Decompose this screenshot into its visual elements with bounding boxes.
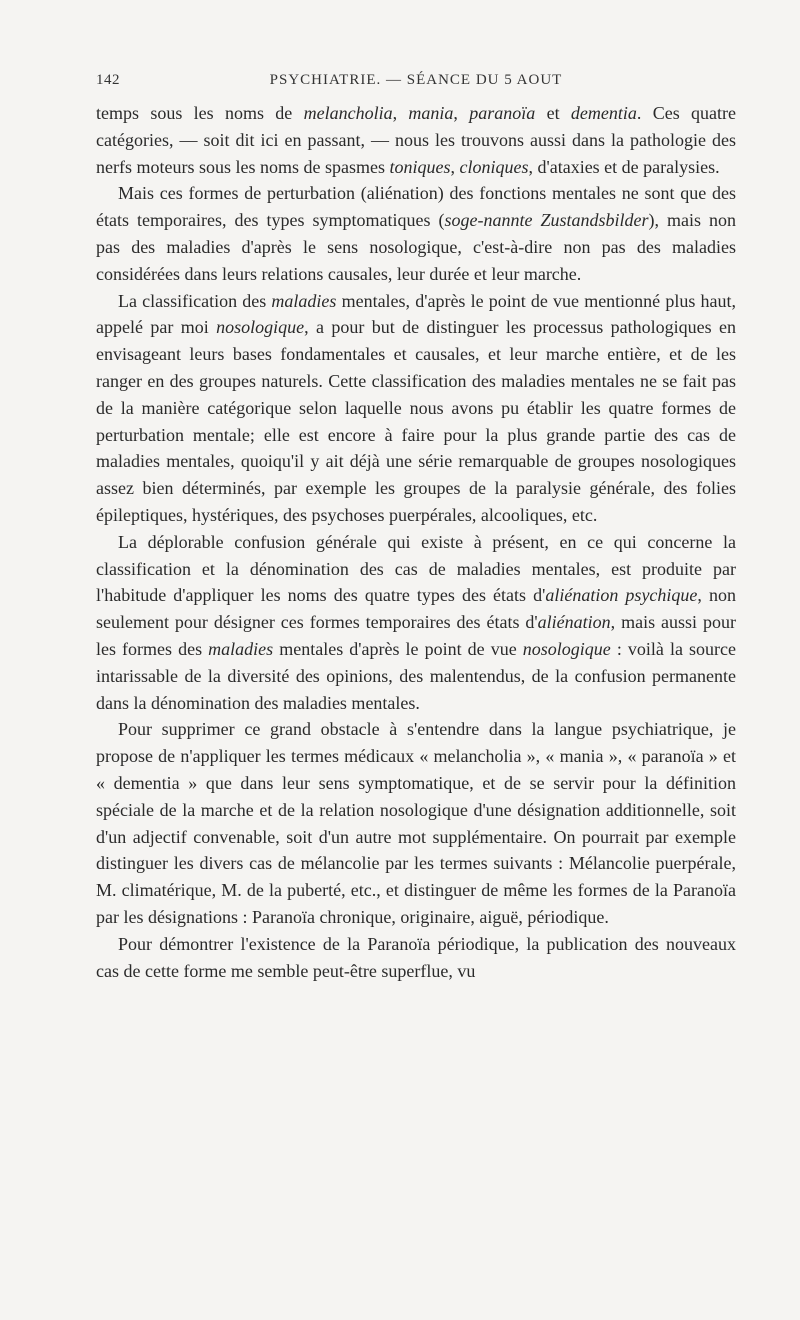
paragraph: [96, 180, 736, 287]
italic-text: mania: [408, 103, 454, 123]
page-number: 142: [96, 72, 120, 88]
paragraph: [96, 529, 736, 717]
running-head: [96, 72, 736, 96]
running-title: PSYCHIATRIE. — SÉANCE DU 5 AOUT: [269, 72, 563, 88]
text-run: , mais aussi pour les formes des: [96, 612, 736, 659]
italic-text: paranoïa: [469, 103, 536, 123]
text-run: et: [535, 103, 571, 123]
text-run: Mais ces formes de perturbation (aliénation) des fonctions mentales ne sont que des états temporaires, des types symptomatiques (: [96, 183, 736, 231]
text-run: ,: [453, 103, 470, 123]
italic-text: aliénation psychique: [545, 585, 698, 606]
italic-text: aliénation: [537, 612, 611, 633]
italic-text: melancholia: [303, 103, 393, 123]
italic-text: maladies: [271, 290, 337, 311]
paragraph: [96, 288, 736, 529]
text-run: mentales, d'après le point de vue mentionné plus haut, appelé par moi: [96, 290, 736, 338]
paragraph: [96, 100, 736, 180]
text-run: Pour démontrer l'existence de la Paranoïa périodique, la publication des nouveaux cas de cette forme me semble peut-être superflue, vu: [96, 933, 736, 981]
text-run: . Ces quatre catégories, — soit dit ici en passant, — nous les trouvons aussi dans la pathologie des nerfs moteurs sous les noms de spasmes: [96, 103, 737, 177]
italic-text: nosologique: [216, 317, 305, 338]
italic-text: toniques: [389, 156, 451, 177]
text-run: temps sous les noms de: [96, 103, 304, 123]
text-run: mentales d'après le point de vue: [273, 638, 523, 659]
text-run: , a pour but de distinguer les processus pathologiques en envisageant leurs bases fondamentales et causales, et leur marche entière, et de les ranger en des groupes naturels. Cette classification des maladies mentales ne se fait pas de la manière catégorique selon laquelle nous avons pu établir les quatre formes de perturbation mentale; elle est encore à faire pour la plus grande partie des cas de maladies mentales, quoiqu'il y ait déjà une série remarquable de groupes nosologiques assez bien déterminés, par exemple les groupes de la paralysie générale, des folies épileptiques, hystériques, des psychoses puerpérales, alcooliques, etc.: [96, 317, 736, 525]
text-run: ,: [392, 103, 409, 123]
text-run: : voilà la source intarissable de la diversité des opinions, des malentendus, de la confusion permanente dans la dénomination des maladies mentales.: [96, 638, 736, 713]
paragraph: [96, 931, 736, 985]
text-run: Pour supprimer ce grand obstacle à s'entendre dans la langue psychiatrique, je propose de n'appliquer les termes médicaux « melancholia », « mania », « paranoïa » et « dementia » que dans leur sens symptomatique, et de se servir pour la définition spéciale de la marche et de la relation nosologique d'une désignation additionnelle, soit d'un adjectif convenable, soit d'un autre mot supplémentaire. On pourrait par exemple distinguer les divers cas de mélancolie par les termes suivants : Mélancolie puerpérale, M. climatérique, M. de la puberté, etc., et distinguer de même les formes de la Paranoïa par les désignations : Paranoïa chronique, originaire, aiguë, périodique.: [96, 719, 736, 927]
text-run: ), mais non pas des maladies d'après le sens nosologique, c'est-à-dire non pas des maladies considérées dans leurs relations causales, leur durée et leur marche.: [96, 210, 736, 284]
body-text: [96, 100, 736, 984]
paragraph: [96, 716, 736, 930]
text-run: , non seulement pour désigner ces formes temporaires des états d': [96, 585, 737, 633]
italic-text: soge-nannte Zustandsbilder: [444, 210, 649, 231]
italic-text: nosologique: [522, 638, 611, 659]
text-run: La déplorable confusion générale qui existe à présent, en ce qui concerne la classification et la dénomination des cas de maladies mentales, est produite par l'habitude d'appliquer les noms des quatre types des états d': [96, 531, 736, 606]
text-run: ,: [450, 156, 460, 177]
italic-text: maladies: [208, 638, 274, 659]
italic-text: cloniques: [459, 156, 529, 177]
text-run: , d'ataxies et de paralysies.: [528, 156, 720, 177]
italic-text: dementia: [570, 103, 637, 123]
text-run: La classification des: [118, 290, 272, 311]
